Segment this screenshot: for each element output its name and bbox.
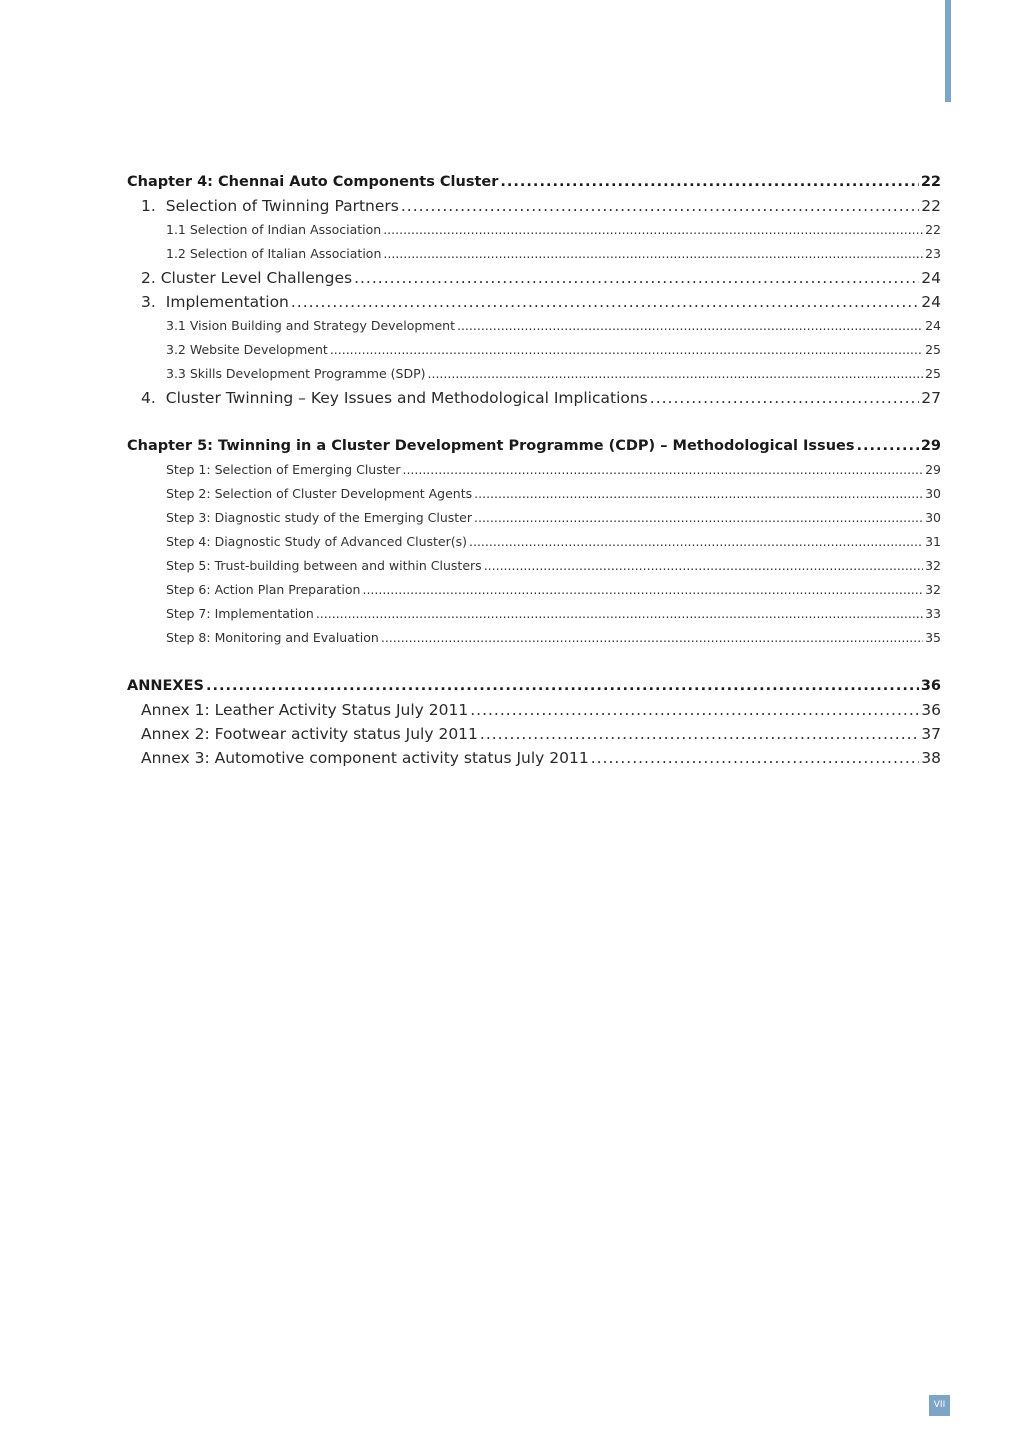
toc-entry[interactable] [127,194,941,218]
leader-dots [457,314,923,338]
toc-page-number: 27 [921,389,941,407]
toc-entry[interactable] [127,698,941,722]
leader-dots [856,434,918,458]
toc-page-number: 31 [925,534,941,549]
leader-dots [470,698,919,722]
leader-dots [484,554,923,578]
toc-page-number: 38 [921,749,941,767]
toc-entry[interactable] [127,746,941,770]
toc-entry-title: Annex 2: Footwear activity status July 2011 [141,725,478,743]
toc-entry-title: Chapter 5: Twinning in a Cluster Development Programme (CDP) – Methodological Issues [127,438,855,454]
spacer [127,650,941,674]
toc-entry[interactable] [127,506,941,530]
leader-dots [650,386,920,410]
toc-entry-title: Step 3: Diagnostic study of the Emerging Cluster [166,510,473,525]
toc-entry[interactable] [127,722,941,746]
toc-page-number: 36 [920,678,941,694]
toc-page-number: 37 [921,725,941,743]
toc-entry[interactable] [127,602,941,626]
toc-entry-title: Step 5: Trust-building between and within Clusters [166,558,482,573]
toc-entry-number: 1. [141,197,156,215]
toc-entry-title: Chapter 4: Chennai Auto Components Cluster [127,174,499,190]
toc-page-number: 32 [925,558,941,573]
toc-annexes[interactable] [127,674,941,698]
leader-dots [469,530,923,554]
toc-page-number: 24 [921,269,941,287]
toc-entry[interactable] [127,266,941,290]
toc-page-number: 29 [925,462,941,477]
accent-bar [945,0,951,102]
toc-entry[interactable] [127,386,941,410]
toc-entry[interactable] [127,242,941,266]
toc-page-number: 36 [921,701,941,719]
toc-entry-title: Step 8: Monitoring and Evaluation [166,630,379,645]
toc-entry[interactable] [127,362,941,386]
toc-entry-title: 3.2 Website Development [166,342,328,357]
leader-dots [206,674,919,698]
toc-entry-title: Selection of Twinning Partners [165,197,399,215]
leader-dots [474,506,923,530]
toc-page-number: 25 [925,366,941,381]
toc-page-number: 22 [920,174,941,190]
toc-entry[interactable] [127,458,941,482]
toc-entry-title: Step 2: Selection of Cluster Development Agents [166,486,473,501]
leader-dots [401,194,919,218]
leader-dots [591,746,920,770]
toc-page-number: 30 [925,486,941,501]
toc-page-number: 29 [920,438,941,454]
leader-dots [354,266,919,290]
page-number-badge: VII [929,1395,950,1416]
toc-entry[interactable] [127,218,941,242]
toc-entry-title: Step 1: Selection of Emerging Cluster [166,462,401,477]
leader-dots [428,362,924,386]
toc-entry-number: 4. [141,389,156,407]
leader-dots [402,458,923,482]
leader-dots [362,578,923,602]
toc-page-number: 24 [925,318,941,333]
toc-chapter-4[interactable] [127,170,941,194]
toc-entry-title: Step 7: Implementation [166,606,314,621]
toc-entry[interactable] [127,290,941,314]
toc-entry-title: 1.1 Selection of Indian Association [166,222,382,237]
toc-entry[interactable] [127,482,941,506]
toc-entry-title: Step 4: Diagnostic Study of Advanced Cluster(s) [166,534,468,549]
toc-entry-title: Annex 3: Automotive component activity status July 2011 [141,749,589,767]
toc-entry-title: Implementation [165,293,289,311]
toc-page-number: 32 [925,582,941,597]
toc-page-number: 35 [925,630,941,645]
toc-page-number: 22 [921,197,941,215]
toc-entry[interactable] [127,338,941,362]
leader-dots [500,170,918,194]
leader-dots [480,722,919,746]
leader-dots [316,602,923,626]
toc-page-number: 22 [925,222,941,237]
toc-entry[interactable] [127,626,941,650]
toc-entry-title: Cluster Twinning – Key Issues and Methodological Implications [165,389,648,407]
leader-dots [474,482,923,506]
toc-entry-title: 2. Cluster Level Challenges [141,269,353,287]
toc-entry-title: ANNEXES [127,678,204,694]
spacer [127,410,941,434]
toc-entry-title: Step 6: Action Plan Preparation [166,582,361,597]
toc-page-number: 24 [921,293,941,311]
toc-entry[interactable] [127,554,941,578]
toc-page-number: 23 [925,246,941,261]
toc-entry[interactable] [127,314,941,338]
toc-page-number: 25 [925,342,941,357]
toc-chapter-5[interactable] [127,434,941,458]
toc-entry-number: 3. [141,293,156,311]
toc-entry[interactable] [127,578,941,602]
toc-entry-title: Annex 1: Leather Activity Status July 2011 [141,701,469,719]
toc-page-number: 33 [925,606,941,621]
toc-entry[interactable] [127,530,941,554]
toc-page-number: 30 [925,510,941,525]
toc-entry-title: 3.1 Vision Building and Strategy Development [166,318,455,333]
leader-dots [381,626,923,650]
toc-entry-title: 1.2 Selection of Italian Association [166,246,382,261]
leader-dots [383,242,923,266]
table-of-contents [127,170,941,770]
leader-dots [291,290,919,314]
leader-dots [383,218,923,242]
leader-dots [330,338,923,362]
toc-entry-title: 3.3 Skills Development Programme (SDP) [166,366,426,381]
